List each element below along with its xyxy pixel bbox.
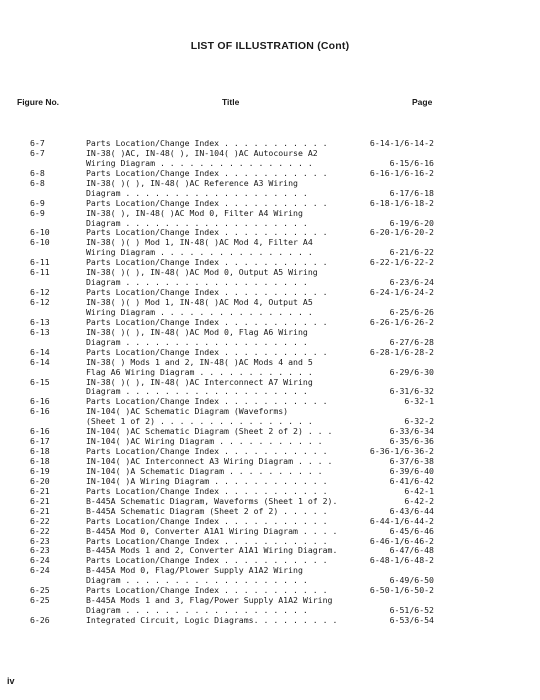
figure-title: IN-38( )( ) Mod 1, IN-48( )AC Mod 4, Output A5 xyxy=(86,297,313,307)
illustration-list xyxy=(0,139,540,626)
figure-number: 6-13 xyxy=(30,326,50,337)
figure-number: 6-14 xyxy=(30,346,50,357)
figure-number: 6-8 xyxy=(30,167,45,178)
figure-title: IN-38( )( ), IN-48( )AC Reference A3 Wiring xyxy=(86,177,298,188)
page-reference: 6-50-1/6-50-2 xyxy=(369,585,434,596)
figure-title: Diagram . . . . . . . . . . . . . . . . . . . xyxy=(86,217,308,228)
figure-title: B-445A Mods 1 and 3, Flag/Power Supply A1A2 Wiring xyxy=(86,595,333,606)
column-header-title: Title xyxy=(222,97,240,107)
figure-title: Flag A6 Wiring Diagram . . . . . . . . . . . . xyxy=(86,366,313,377)
page-reference: 6-44-1/6-44-2 xyxy=(369,515,434,526)
page-reference: 6-43/6-44 xyxy=(389,505,434,516)
page-reference: 6-17/6-18 xyxy=(389,187,434,198)
page-reference: 6-42-2 xyxy=(404,495,434,506)
figure-number: 6-18 xyxy=(30,446,50,457)
figure-title: Parts Location/Change Index . . . . . . . . . . . xyxy=(86,515,328,526)
page-reference: 6-14-1/6-14-2 xyxy=(369,138,434,148)
figure-number: 6-25 xyxy=(30,595,50,606)
page-reference: 6-22-1/6-22-2 xyxy=(369,257,434,268)
page-reference: 6-33/6-34 xyxy=(389,426,434,437)
figure-title: Wiring Diagram . . . . . . . . . . . . . . . . xyxy=(86,157,313,168)
figure-number: 6-16 xyxy=(30,426,50,437)
page-reference: 6-26-1/6-26-2 xyxy=(369,316,434,327)
figure-title: Parts Location/Change Index . . . . . . . . . . . xyxy=(86,585,328,596)
figure-title: Wiring Diagram . . . . . . . . . . . . . . . . xyxy=(86,306,313,317)
page-reference: 6-36-1/6-36-2 xyxy=(369,446,434,457)
page-reference: 6-20-1/6-20-2 xyxy=(369,227,434,238)
page-reference: 6-32-1 xyxy=(404,396,434,407)
page-number: iv xyxy=(7,676,15,686)
figure-number: 6-12 xyxy=(30,287,50,298)
figure-title: IN-104( )AC Interconnect A3 Wiring Diagram . . . . xyxy=(86,456,333,466)
figure-number: 6-21 xyxy=(30,495,50,506)
column-header-page: Page xyxy=(412,97,433,107)
figure-number: 6-19 xyxy=(30,465,50,476)
page-reference: 6-15/6-16 xyxy=(389,157,434,168)
figure-title: (Sheet 1 of 2) . . . . . . . . . . . . . . . . xyxy=(86,416,313,427)
figure-title: Parts Location/Change Index . . . . . . . . . . . xyxy=(86,138,328,148)
figure-number: 6-22 xyxy=(30,525,50,536)
figure-title: B-445A Schematic Diagram (Sheet 2 of 2) . . . . . xyxy=(86,505,328,516)
figure-number: 6-22 xyxy=(30,515,50,526)
figure-title: Parts Location/Change Index . . . . . . . . . . . xyxy=(86,396,328,407)
figure-title: Parts Location/Change Index . . . . . . . . . . . xyxy=(86,346,328,357)
page-reference: 6-53/6-54 xyxy=(389,615,434,625)
figure-title: IN-104( )A Wiring Diagram . . . . . . . . . . . . xyxy=(86,475,328,486)
figure-number: 6-16 xyxy=(30,396,50,407)
figure-title: IN-38( )( ), IN-48( )AC Interconnect A7 Wiring xyxy=(86,376,313,387)
figure-number: 6-11 xyxy=(30,257,50,268)
figure-title: Integrated Circuit, Logic Diagrams. . . . . . . . . xyxy=(86,615,338,625)
figure-number: 6-17 xyxy=(30,436,50,447)
page-reference: 6-19/6-20 xyxy=(389,217,434,228)
figure-title: B-445A Mod 0, Flag/Plower Supply A1A2 Wiring xyxy=(86,565,303,576)
page-reference: 6-41/6-42 xyxy=(389,475,434,486)
column-header-figure: Figure No. xyxy=(17,97,60,107)
figure-number: 6-8 xyxy=(30,177,45,188)
figure-number: 6-16 xyxy=(30,406,50,417)
figure-number: 6-25 xyxy=(30,585,50,596)
figure-title: Parts Location/Change Index . . . . . . . . . . . xyxy=(86,197,328,208)
figure-number: 6-10 xyxy=(30,227,50,238)
page-reference: 6-46-1/6-46-2 xyxy=(369,535,434,546)
figure-title: IN-38( )AC, IN-48( ), IN-104( )AC Autocourse A2 xyxy=(86,147,318,158)
page-reference: 6-24-1/6-24-2 xyxy=(369,287,434,298)
figure-title: IN-38( )( ), IN-48( )AC Mod 0, Flag A6 Wiring xyxy=(86,326,308,337)
page-reference: 6-51/6-52 xyxy=(389,605,434,616)
figure-title: IN-38( )( ), IN-48( )AC Mod 0, Output A5 Wiring xyxy=(86,267,318,278)
figure-title: Parts Location/Change Index . . . . . . . . . . . xyxy=(86,227,328,238)
figure-title: B-445A Schematic Diagram, Waveforms (Sheet 1 of 2). xyxy=(86,495,338,506)
figure-title: IN-104( )AC Wiring Diagram . . . . . . . . . . . xyxy=(86,436,323,447)
list-item xyxy=(0,209,540,219)
page-reference: 6-42-1 xyxy=(404,485,434,496)
figure-number: 6-11 xyxy=(30,267,50,278)
figure-number: 6-20 xyxy=(30,475,50,486)
page-reference: 6-28-1/6-28-2 xyxy=(369,346,434,357)
page-reference: 6-23/6-24 xyxy=(389,277,434,288)
page-reference: 6-35/6-36 xyxy=(389,436,434,447)
figure-title: IN-38( ), IN-48( )AC Mod 0, Filter A4 Wiring xyxy=(86,207,303,218)
list-item xyxy=(0,616,540,626)
figure-number: 6-14 xyxy=(30,356,50,367)
figure-number: 6-9 xyxy=(30,197,45,208)
list-item xyxy=(0,527,540,537)
figure-number: 6-21 xyxy=(30,505,50,516)
page-reference: 6-16-1/6-16-2 xyxy=(369,167,434,178)
figure-title: Parts Location/Change Index . . . . . . . . . . . xyxy=(86,446,328,457)
figure-title: Parts Location/Change Index . . . . . . . . . . . xyxy=(86,257,328,268)
figure-number: 6-12 xyxy=(30,297,50,307)
figure-title: Parts Location/Change Index . . . . . . . . . . . xyxy=(86,316,328,327)
figure-number: 6-7 xyxy=(30,138,45,148)
page-reference: 6-48-1/6-48-2 xyxy=(369,555,434,566)
figure-number: 6-24 xyxy=(30,565,50,576)
figure-number: 6-13 xyxy=(30,316,50,327)
figure-title: Diagram . . . . . . . . . . . . . . . . . . . xyxy=(86,386,308,397)
figure-number: 6-24 xyxy=(30,555,50,566)
figure-title: Diagram . . . . . . . . . . . . . . . . . . . xyxy=(86,575,308,586)
figure-number: 6-9 xyxy=(30,207,45,218)
figure-number: 6-15 xyxy=(30,376,50,387)
figure-number: 6-23 xyxy=(30,535,50,546)
figure-title: IN-104( )A Schematic Diagram . . . . . . . . . . xyxy=(86,465,323,476)
list-item xyxy=(0,368,540,378)
figure-number: 6-10 xyxy=(30,237,50,248)
figure-number: 6-23 xyxy=(30,545,50,556)
figure-title: Parts Location/Change Index . . . . . . . . . . . xyxy=(86,167,328,178)
figure-number: 6-26 xyxy=(30,615,50,625)
figure-title: IN-38( )( ) Mod 1, IN-48( )AC Mod 4, Filter A4 xyxy=(86,237,313,248)
figure-number: 6-18 xyxy=(30,456,50,466)
page-reference: 6-45/6-46 xyxy=(389,525,434,536)
figure-title: Diagram . . . . . . . . . . . . . . . . . . . xyxy=(86,187,308,198)
page-reference: 6-21/6-22 xyxy=(389,247,434,258)
page-reference: 6-47/6-48 xyxy=(389,545,434,556)
figure-title: Diagram . . . . . . . . . . . . . . . . . . . xyxy=(86,277,308,288)
page-reference: 6-31/6-32 xyxy=(389,386,434,397)
page-reference: 6-32-2 xyxy=(404,416,434,427)
page-reference: 6-18-1/6-18-2 xyxy=(369,197,434,208)
page-reference: 6-27/6-28 xyxy=(389,336,434,347)
figure-number: 6-21 xyxy=(30,485,50,496)
figure-title: Parts Location/Change Index . . . . . . . . . . . xyxy=(86,535,328,546)
page-reference: 6-29/6-30 xyxy=(389,366,434,377)
figure-title: Wiring Diagram . . . . . . . . . . . . . . . . xyxy=(86,247,313,258)
figure-title: B-445A Mod 0, Converter A1A1 Wiring Diagram . . . . xyxy=(86,525,338,536)
figure-title: Parts Location/Change Index . . . . . . . . . . . xyxy=(86,555,328,566)
figure-title: B-445A Mods 1 and 2, Converter A1A1 Wiring Diagram. xyxy=(86,545,338,556)
page-reference: 6-49/6-50 xyxy=(389,575,434,586)
page-reference: 6-39/6-40 xyxy=(389,465,434,476)
figure-title: IN-104( )AC Schematic Diagram (Waveforms) xyxy=(86,406,289,417)
figure-title: Parts Location/Change Index . . . . . . . . . . . xyxy=(86,287,328,298)
figure-title: IN-104( )AC Schematic Diagram (Sheet 2 of 2) . . . xyxy=(86,426,333,437)
page-reference: 6-25/6-26 xyxy=(389,306,434,317)
figure-title: Diagram . . . . . . . . . . . . . . . . . . . xyxy=(86,336,308,347)
page-reference: 6-37/6-38 xyxy=(389,456,434,466)
figure-title: Diagram . . . . . . . . . . . . . . . . . . . xyxy=(86,605,308,616)
figure-number: 6-7 xyxy=(30,147,45,158)
page-title: LIST OF ILLUSTRATION (Cont) xyxy=(190,40,350,52)
figure-title: Parts Location/Change Index . . . . . . . . . . . xyxy=(86,485,328,496)
figure-title: IN-38( ) Mods 1 and 2, IN-48( )AC Mods 4 and 5 xyxy=(86,356,313,367)
